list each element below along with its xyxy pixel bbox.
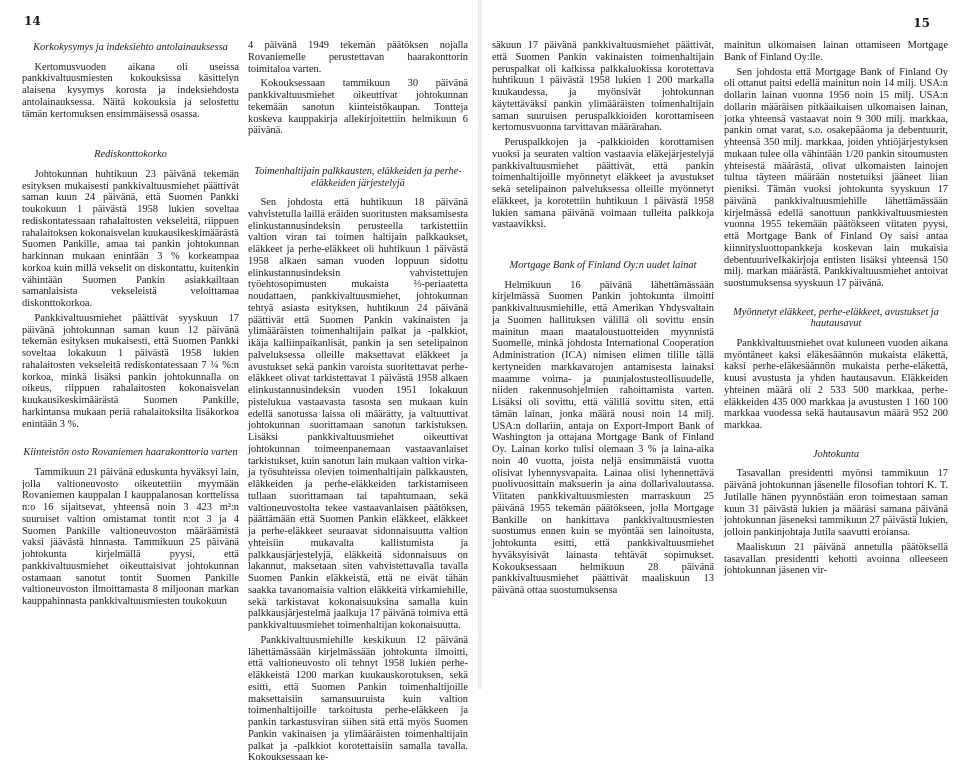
section-heading: Mortgage Bank of Finland Oy:n uudet lainat bbox=[509, 260, 697, 271]
section-heading: Myönnetyt eläkkeet, perhe-eläkkeet, avustukset ja hautausavut bbox=[733, 306, 939, 330]
paragraph: Kertomusvuoden aikana oli useissa pankkivaltuusmiesten kokouksissa käsittelyn alaisena kysymys korosta ja indeksiehdosta antolainauksessa. Näitä kokouksia ja selostettu tämän kertomuksen ensimmäisessä osassa. bbox=[22, 61, 239, 120]
right-column-1 bbox=[492, 40, 714, 686]
right-column-2 bbox=[724, 40, 948, 686]
right-page bbox=[482, 0, 960, 689]
paragraph: Pankkivaltuusmiehille keskikuun 12 päivänä lähettämässään kirjelmässään johtokunta ilmoitti, että valtioneuvosto oli tehnyt 1958 lukien perhe-eläkkeistä 1200 markan kuukauskorotuksen, sekä esitti, että Suomen Pankin toimenhaltijoille maksettaisiin samansuuruista kuin valtion toimenhaltijoille tarkoitusta perhe-eläkkeen ja pankin tarkastusviran siihen sitä että myös Suomen Pankin vakinaisen ja ylimääräisten toimenhaltijain palkat ja -palkkiot korotettaisiin samalla tavalla. Kokouksessaan ke- bbox=[248, 634, 468, 764]
section-heading: Rediskonttokorko bbox=[94, 149, 167, 161]
paragraph: säkuun 17 päivänä pankkivaltuusmiehet päättivät, että Suomen Pankin vakinaisten toimenhaltijain peruspalkat oli kaikissa palkkaluokissa korotettava huhtikuun 1 päivästä 1958 lukien 1 200 markalla kuukaudessa, ja myönsivät johtokunnan käytettäväksi pankin ylimääräisten toimenhaltijain saman suuruisen peruspalkkioiden korottamiseen kertomusvuonna tarvittavan määrärahan. bbox=[492, 40, 714, 134]
paragraph: Pankkivaltuusmiehet päättivät syyskuun 17 päivänä johtokunnan saman kuun 12 päivänä tekemän esityksen mukaisesti, että Suomen Pankki soveltaa lokakuun 1 päivästä 1958 lukien rahalaitosten vekseleitä rediskontatessaan 7 ¼ %:n korkoa, minkä lisäksi pankin johtokunnalla on oikeus, riippuen rahalaitosten kokonaisvelan kuukausikeskimäärästä Suomen Pankille, harkintansa mukaan periä rahalaitoksilta lisäkorkoa enintään 3 %. bbox=[22, 312, 239, 430]
paragraph: Maaliskuun 21 päivänä annetulla päätöksellä tasavallan presidentti kehotti avoinna olleeseen johtokunnan jäsenen vir- bbox=[724, 541, 948, 577]
section-heading: Korkokysymys ja indeksiehto antolainauksessa bbox=[33, 42, 228, 53]
paragraph: Pankkivaltuusmiehet ovat kuluneen vuoden aikana myöntäneet kaksi eläkesäännön mukaista eläkettä, kaksi perhe-eläkesäännön mukaista perhe-eläkettä, kuusi avustusta ja yhden hautausavun. Eläkkeiden yhteinen määrä oli 2 533 500 markkaa, perhe-eläkkeiden 435 000 markkaa ja avustusten 1 160 100 markkaa vuodessa sekä hautausavun määrä 952 200 markkaa. bbox=[724, 337, 948, 431]
paragraph: Tammikuun 21 päivänä eduskunta hyväksyi lain, jolla valtioneuvosto oikeutettiin myymään Rovaniemen kauppalan I kauppalanosan korttelissa n:o 16 sijaitsevat, yhteensä noin 3 423 m²:n suuruiset valtion omistamat tontit n:ot 3 ja 4 Suomen Pankille valtioneuvoston määräämistä vaksi jäävästä hinnasta. Tammikuun 25 päivänä johtokunta kirjelmällä pyysi, että pankkivaltuusmiehet oikeuttaisivat johtokunnan ostamaan sanotut tontit Suomen Pankille valtioneuvoston ilmoittamasta 8 miljoonan markan kauppahinnasta pankkivaltuusmiesten toukokuun bbox=[22, 466, 239, 607]
paragraph: Sen johdosta että Mortgage Bank of Finland Oy oli ottanut paitsi edellä mainitun noin 14 milj. USA:n dollarin lainan vuonna 1956 noin 15 milj. USA:n dollarin määräisen pitkäaikaisen ulkomaisen lainan, jotka yhteensä vastaavat noin 9 300 milj. markkaa, pankin omat varat, s.o. osakepääoma ja debentuurit, yhteensä 350 milj. markkaa, joiden yhtiöjärjestyksen mukaan tulee olla vähintään 1/20 pankin sitoumusten yhteisestä määrästä, olivat ulkomaisten lainojen tultua täyteen määrään nostetuiksi jääneet liian pieniksi. Tämän vuoksi johtokunta syyskuun 17 päivänä pankkivaltuusmiehille lähettämässään kirjelmässä edellä sanottuun pankkivaltuusmiesten vuonna 1955 tekemään päätökseen viitaten pyysi, että Mortgage Bank of Finland Oy saisi antaa kiinnitysluottopankkeja koskevan lain mukaisia debentuuriveIkakirjoja entisten lisäksi yhteensä 150 milj. markan määrästä. Pankkivaltuusmiehet antoivat suostumuksensa syyskuun 17 päivänä. bbox=[724, 66, 948, 289]
paragraph: Tasavallan presidentti myönsi tammikuun 17 päivänä johtokunnan jäsenelle filosofian tohtori K. T. Jutilalle hänen pyynnöstään eron toimestaan saman kuun 31 päivästä lukien ja määräsi samana päivänä johtokunnan jäseneksi tammikuun 27 päivästä lukien, jolloin pankinjohtaja Jutila saavutti eroiansa. bbox=[724, 468, 948, 538]
page-number-left: 14 bbox=[24, 14, 41, 28]
paragraph: 4 päivänä 1949 tekemän päätöksen nojalla Rovaniemelle perustettavan haarakonttorin toimitaloa varten. bbox=[248, 40, 468, 75]
paragraph: Johtokunnan huhtikuun 23 päivänä tekemän esityksen mukaisesti pankkivaltuusmiehet päättivät saman kuun 24 päivänä, että Suomen Pankki toukokuun 1 päivästä 1958 lukien soveltaa rediskontatessaan rahalaitosten vekseleitä, riippuen rahalaitoksen kokonaisvelan kuukausikeskimäärästä Suomen Pankille, amaa tai pankin johtokunnan harkinnan mukaan enintään 3 % korkeampaa korkoa kuin millä vekselit on diskontattu, kuitenkin vähintään Suomen Pankin asiakkailtaan samanlaisista vekseleistä veloittamaa diskonttokorkoa. bbox=[22, 168, 239, 309]
paragraph: Helmikuun 16 päivänä lähettämässään kirjelmässä Suomen Pankin johtokunta ilmoitti pankkivaltuusmiehille, että Amerikan Yhdysvaltain ja Suomen hallituksen välillä oli sovittu ensin mainitun maan maataloustuotteiden myynnistä Suomelle, minkä johdosta International Cooperation Administration (ICA) nimisen elimen tilille tällä kertyneiden markkavarojen antamisesta lainaksi maamme voima- ja puunjalostusteollisuudelle, niiden rakennusohjelmien rahoittamista varten. Lisäksi oli sovittu, että välillä sovittu siten, että tämän lainan, jonka määrä nousi noin 14 milj. USA:n dollariin, antaja on Export-Import Bank of Washington ja ottajana Mortgage Bank of Finland Oy. Lainan korko tulisi olemaan 3 % ja laina-aika noin 40 vuotta, joista neljä ensimmäistä vuotta olisivat lyhennysvapaita. Lainaa olisi lyhennettävä puolivuosittain maksuerin ja aina dollarivaluutassa. Viitaten pankkivaltuusmiesten marraskuun 25 päivänä 1955 tekemän päätökseen, jolla Mortgage Bankille on hankittava pankkivaltuusmiesten suostumus ennen kuin se myöntää sen lainoitusta, johtokunta esitti, että pankkivaltuusmiehet hyväksyisivät lainasta tehtävät sopimukset. Kokouksessaan helmikuun 28 päivänä pankkivaltuusmiehet päättivät maaliskuun 13 päivänä ottaa suostumuksensa bbox=[492, 279, 714, 596]
paragraph: Sen johdosta että huhtikuun 18 päivänä vahvistetulla laillä eräiden suoritusten maksamisesta elinkustannusindeksin perusteella tarkistettiin valtion viran tai toimen haltijain palkkaukset, eläkkeet ja perhe-eläkkeet oli huhtikuun 1 päivästä 1958 alkaen saman vuoden loppuun sidottu elinkustannusindeksin vahvistettujen työehtosopimusten mukaista ⅔-periaatetta noudattaen, pankkivaltuusmiehet, johtokunnan tehtyä asiasta esityksen, huhtikuun 24 päivänä päättivät että Suomen Pankin vakinaisten ja ylimääräisten toimenhaltijain palkat ja -palkkiot, ikäja kalliinpaikanlisät, pankin ja sen setelipainon palveluksessa olleille maksettavat eläkkeet ja avustukset sekä pankin varoista suoritettavat perhe-eläkkeet olivat tarkistettavat 1 päivästä 1958 alkaen elinkustannusindeksin vuoden 1951 lokakuun pistelukua vastaavasta tasosta sen mukaan kuin edellä sanotussa laissa oli määrätty, ja valtuuttivat johtokunnan suorittamaan sanotun tarkistuksen. Lisäksi pankkivaltuusmiehet oikeuttivat johtokunnan toimeenpanemaan vastaavanlaiset tarkistukset, kuin sanotun lain mukaan valtion virka- ja työsuhteissa olevien toimenhaltijain palkkausten, eläkkeiden ja perhe-eläkkeiden tarkistamiseen tullaan suorittamaan tai tapahtumaan, sekä valtioneuvostolta tekee vastaavanlaisen päätöksen, päättämään että Suomen Pankin eläkkeet, eläkkeet ja perhe-eläkkeet seuraavat sidonnaisuutta valtion yhteisiin mukavalta kallistumista ja palkkausjärjestelyjä, eläkkeitä sidonnaisuus on lakannut, maksetaan siten vahvistettavalla tavalla Suomen Pankin eläkkeistä, että ne eivät tähän saakka tavanomaisia valtion eläkkeitä virkamiehille, sekä tarkistavat kokonaisuuksina samalla kuin palkkausjärjestelmä jaalkuja 17 päivänä toimiva että pankkivaltuusmiehet toimenhaltijan kokonaisuutta. bbox=[248, 197, 468, 631]
left-column-1 bbox=[22, 40, 239, 686]
left-page bbox=[0, 0, 478, 764]
paragraph: Kokouksessaan tammikuun 30 päivänä pankkivaltuusmiehet oikeuttivat johtokunnan tekemään sanotun kiinteistökaupan. Tontteja koskeva kauppakirja allekirjoitettiin helmikuun 6 päivänä. bbox=[248, 78, 468, 137]
left-column-2 bbox=[248, 40, 468, 764]
page-number-right: 15 bbox=[913, 16, 930, 30]
paragraph: mainitun ulkomaisen lainan ottamiseen Mortgage Bank of Finland Oy:lle. bbox=[724, 40, 948, 63]
section-heading: Johtokunta bbox=[812, 448, 860, 460]
section-heading: Kiinteistön osto Rovaniemen haarakonttoria varten bbox=[23, 447, 238, 459]
section-heading: Toimenhaltijain palkkausten, eläkkeiden ja perhe-eläkkeiden järjestelyjä bbox=[254, 166, 462, 189]
paragraph: Peruspalkkojen ja -palkkioiden korottamisen vuoksi ja seuraten valtion vastaavia eläkejärjestelyjä pankkivaltuusmiehet päättivät, että pankin toimenhaltijoille myönnetyt eläkkeet ja avustukset sekä setelipainon palveluksessa olleille myönnetyt eläkkeet, ja korotettiin huhtikuun 1 päivästä 1958 lukien samana päivänä voimaan tulleita palkkoja vastaavikksi. bbox=[492, 137, 714, 231]
